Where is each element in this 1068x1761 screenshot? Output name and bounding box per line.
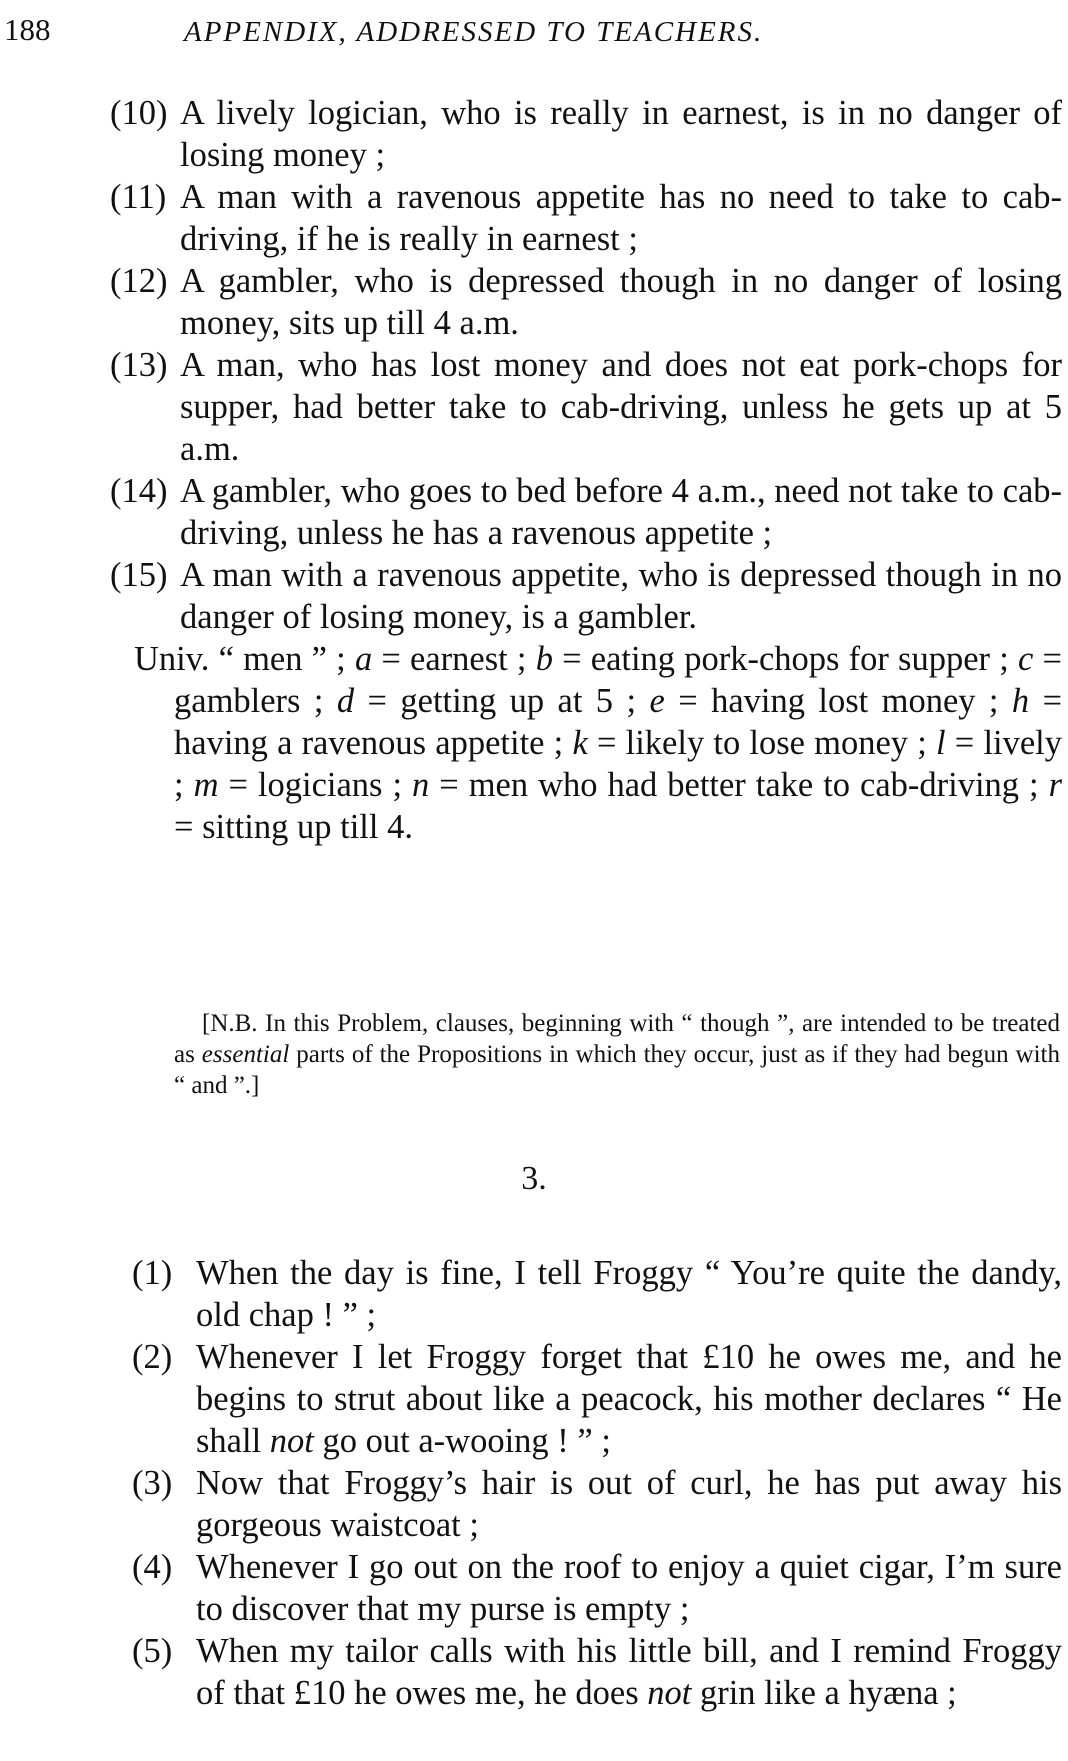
definition-text: gamblers <box>174 682 301 720</box>
universe-intro: Univ. “ men ” ; <box>134 640 346 678</box>
proposition-number: (12) <box>110 262 168 300</box>
definition-text: lively <box>983 724 1063 762</box>
proposition-number: (2) <box>132 1338 173 1376</box>
proposition-text: A man with a ravenous appetite, who is depressed though in no danger of losing money, is a gambler. <box>180 556 1062 636</box>
proposition-number: (4) <box>132 1548 173 1586</box>
definition-symbol: r <box>1048 766 1063 804</box>
definition-symbol: h <box>1011 682 1030 720</box>
text-segment: When my tailor calls with his little bill, and I remind Froggy of that £10 he owes me, he does <box>196 1632 1062 1712</box>
proposition <box>132 1252 1062 1336</box>
definition-text: getting up at 5 <box>400 682 614 720</box>
proposition <box>132 1546 1062 1630</box>
problem-2-propositions <box>110 92 1062 638</box>
text-segment: Whenever I let Froggy forget that £10 he owes me, and he begins to strut about like a peacock, his mother declares “ He shall <box>196 1338 1062 1460</box>
definition-text: earnest <box>410 640 508 678</box>
text-segment: Now that Froggy’s hair is out of curl, he has put away his gorgeous waistcoat ; <box>196 1464 1062 1544</box>
proposition-text <box>196 1546 1062 1630</box>
definition-text: eating pork-chops for supper <box>590 640 991 678</box>
proposition <box>110 554 1062 638</box>
proposition-number: (10) <box>110 94 168 132</box>
definition-text: men who had better take to cab-driving <box>468 766 1020 804</box>
proposition <box>132 1336 1062 1462</box>
proposition-text <box>196 1336 1062 1462</box>
proposition-number: (3) <box>132 1464 173 1502</box>
proposition-text <box>196 1630 1062 1714</box>
definition-symbol: c <box>1018 640 1034 678</box>
text-segment: grin like a hyæna ; <box>691 1674 957 1712</box>
proposition-number: (5) <box>132 1632 173 1670</box>
definition-symbol: k <box>572 724 588 762</box>
proposition-text: A man with a ravenous appetite has no need to take to cab-driving, if he is really in earnest ; <box>180 178 1062 258</box>
definition-text: logicians <box>257 766 383 804</box>
problem-3-propositions <box>132 1252 1062 1714</box>
proposition-text: A man, who has lost money and does not eat pork-chops for supper, had better take to cab-driving, unless he gets up at 5 a.m. <box>180 346 1062 468</box>
running-head: APPENDIX, ADDRESSED TO TEACHERS. <box>184 16 764 48</box>
note-after: parts of the Propositions in which they occur, just as if they had begun with “ and ”.] <box>174 1041 1060 1099</box>
page-number: 188 <box>4 12 51 47</box>
universe-definitions: Univ. “ men ” ; a = earnest ; b = eating pork-chops for supper ; c = gamblers ; d = getting up at 5 ; e = having lost money ; h = having a ravenous appetite ; k = likely to lose money ; l = lively ; m = logicians ; n = men who had better take to cab-driving ; r = sitting up till 4. <box>134 640 1063 846</box>
proposition-number: (14) <box>110 472 168 510</box>
definition-symbol: m <box>193 766 219 804</box>
definition-symbol: n <box>412 766 430 804</box>
footnote <box>174 1008 1060 1101</box>
proposition-text: A gambler, who is depressed though in no danger of losing money, sits up till 4 a.m. <box>180 262 1062 342</box>
proposition <box>110 92 1062 176</box>
proposition-number: (13) <box>110 346 168 384</box>
proposition-number: (11) <box>110 178 167 216</box>
proposition <box>132 1630 1062 1714</box>
definition-text: having a ravenous appetite <box>174 724 545 762</box>
proposition-number: (15) <box>110 556 168 594</box>
definition-symbol: a <box>354 640 373 678</box>
emphasis-text: not <box>647 1674 692 1712</box>
proposition-text <box>196 1252 1062 1336</box>
definition-symbol: l <box>936 724 946 762</box>
problem-3-text <box>132 1252 1062 1714</box>
definition-text: sitting up till 4. <box>202 808 413 846</box>
emphasis-text: not <box>269 1422 314 1460</box>
section-number: 3. <box>521 1160 547 1197</box>
note-emphasis: essential <box>201 1041 290 1068</box>
text-segment: When the day is fine, I tell Froggy “ You’re quite the dandy, old chap ! ” ; <box>196 1254 1062 1334</box>
definition-symbol: e <box>649 682 665 720</box>
proposition <box>132 1462 1062 1546</box>
proposition <box>110 470 1062 554</box>
text-segment: Whenever I go out on the roof to enjoy a quiet cigar, I’m sure to discover that my purse is empty ; <box>196 1548 1062 1628</box>
proposition <box>110 176 1062 260</box>
proposition-number: (1) <box>132 1254 173 1292</box>
note-before: [N.B. In this Problem, clauses, beginning with “ though ”, are intended to be treated as <box>174 1010 1060 1068</box>
definition-symbol: b <box>535 640 553 678</box>
proposition <box>110 344 1062 470</box>
proposition-text <box>196 1462 1062 1546</box>
definition-text: likely to lose money <box>625 724 909 762</box>
problem-2-text <box>110 92 1062 848</box>
text-segment: go out a-wooing ! ” ; <box>313 1422 611 1460</box>
page-header <box>4 8 1058 48</box>
proposition <box>110 260 1062 344</box>
definition-symbol: d <box>336 682 355 720</box>
proposition-text: A lively logician, who is really in earnest, is in no danger of losing money ; <box>180 94 1062 174</box>
proposition-text: A gambler, who goes to bed before 4 a.m., need not take to cab-driving, unless he has a ravenous appetite ; <box>180 472 1062 552</box>
definition-text: having lost money <box>711 682 976 720</box>
